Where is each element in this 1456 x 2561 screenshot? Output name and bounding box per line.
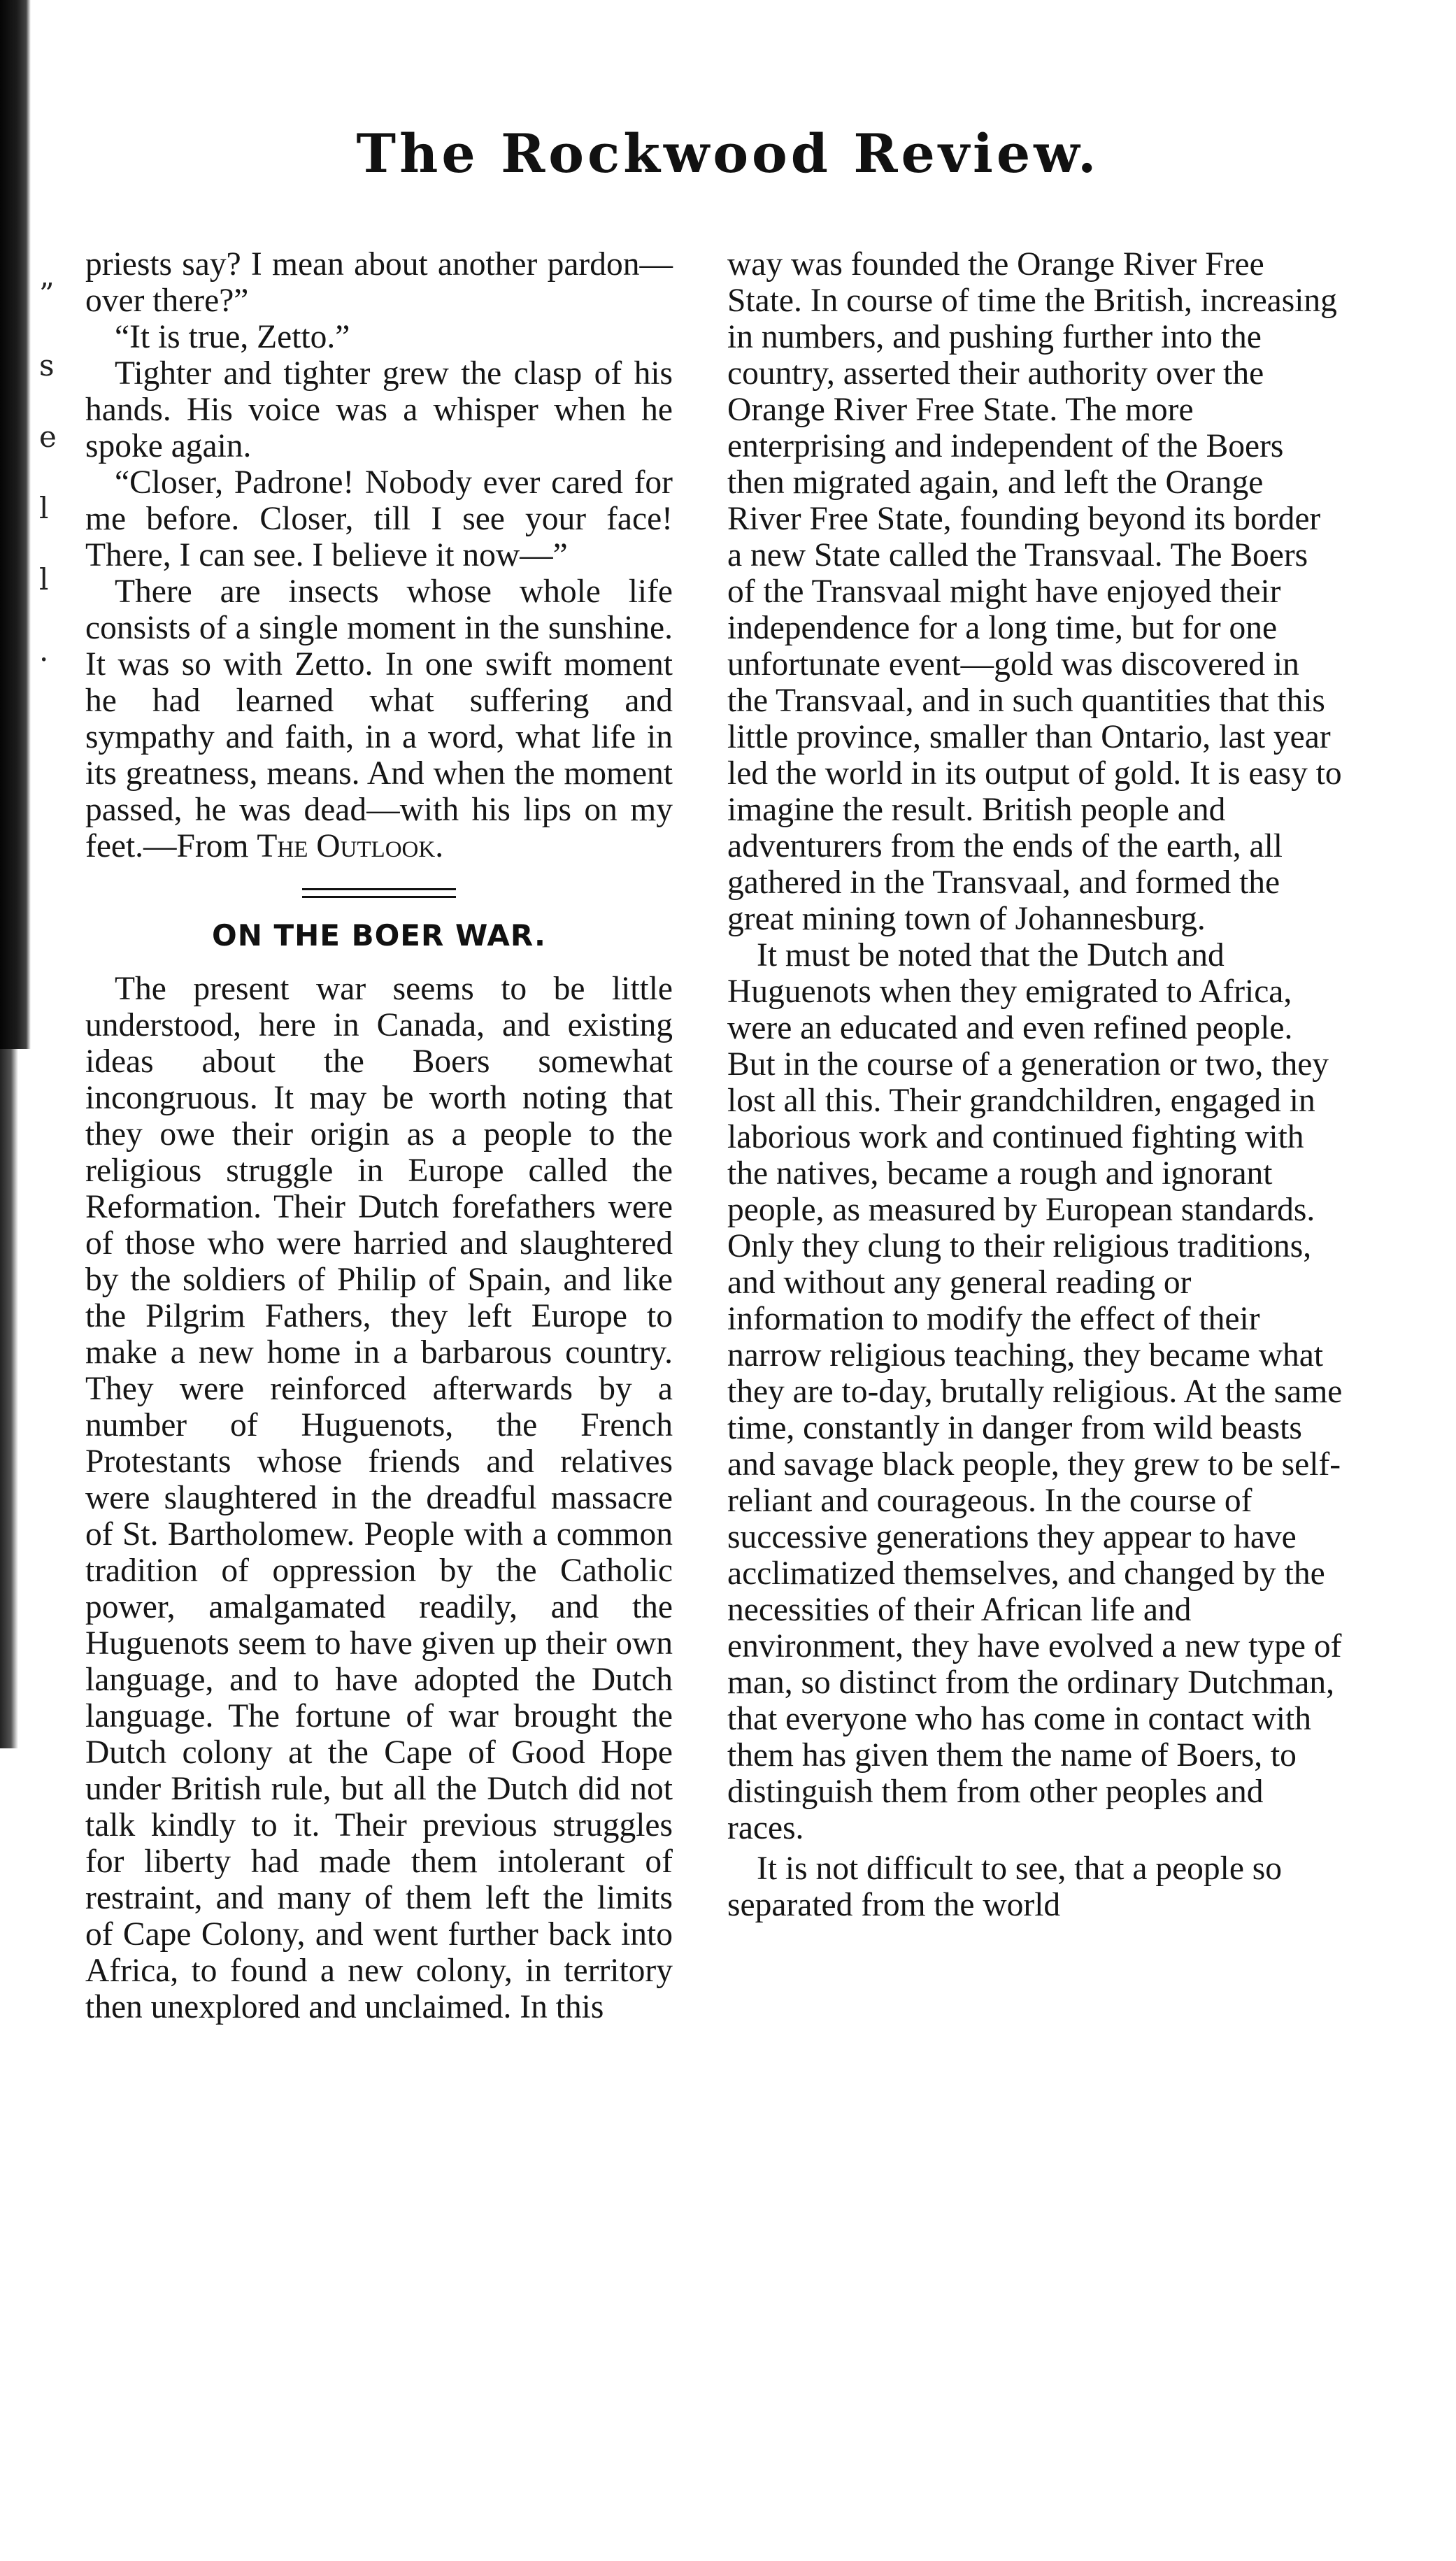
article-paragraph: It is not difficult to see, that a people so separated from the world [727, 1850, 1283, 1923]
article-paragraph: The present war seems to be little understood, here in Canada, and existing ideas about the Boers somewhat incongruous. It may be worth noting that they owe their origin as a people to the religious struggle in Europe called the Reformation. Their Dutch forefathers were of those who were harried and slaughtered by the soldiers of Philip of Spain, and like the Pilgrim Fathers, they left Europe to make a new home in a barbarous country. They were reinforced afterwards by a number of Huguenots, the French Protestants whose friends and relatives were slaughtered in the dreadful massacre of St. Bartholomew. People with a common tradition of oppression by the Catholic power, amalgamated readily, and the Huguenots seem to have given up their own language, and to have adopted the Dutch language. The fortune of war brought the Dutch colony at the Cape of Good Hope under British rule, but all the Dutch did not talk kindly to it. Their previous struggles for liberty had made them intolerant of restraint, and many of them left the limits of Cape Colony, and went further back into Africa, to found a new colony, in territory then unexplored and unclaimed. In this [85, 971, 673, 2025]
margin-mark: s [39, 348, 55, 383]
story-paragraph: “Closer, Padrone! Nobody ever cared for me before. Closer, till I see your face! There, I can see. I believe it now—” [85, 464, 673, 573]
article-paragraph: It must be noted that the Dutch and Huguenots when they emigrated to Africa, were an educated and even refined people. But in the course of a generation or two, they lost all this. Their grandchildren, engaged in laborious work and continued fighting with the natives, became a rough and ignorant people, as measured by European standards. Only they clung to their religious traditions, and without any general reading or information to modify the effect of their narrow religious teaching, they became what they are to-day, brutally religious. At the same time, constantly in danger from wild beasts and savage black people, they grew to be self-reliant and courageous. In the course of successive generations they appear to have acclimatized themselves, and changed by the necessities of their African life and environment, they have evolved a new type of man, so distinct from the ordinary Dutchman, that everyone who has come in contact with them has given them the name of Boers, to distinguish them from other peoples and races. [727, 937, 1343, 1846]
left-column [85, 246, 673, 2025]
adjacent-column-fragments [39, 259, 81, 687]
section-heading: ON THE BOER WAR. [212, 918, 546, 953]
story-closing-text: There are insects whose whole life consists of a single moment in the sunshine. It was so with Zetto. In one swift moment he had learned what suffering and sympathy and faith, in a word, what life in its greatness, means. And when the moment passed, he was dead—with his lips on my feet.—From [85, 573, 673, 864]
story-source: The Outlook. [257, 828, 444, 864]
margin-mark: . [39, 634, 49, 668]
right-column [727, 246, 1343, 1923]
margin-mark: l [39, 562, 49, 597]
story-paragraph: priests say? I mean about another pardon—over there?” [85, 246, 673, 319]
publication-title: The Rockwood Review. [356, 122, 1100, 185]
story-closing-paragraph [85, 573, 673, 864]
margin-mark: e [39, 420, 57, 454]
margin-mark: l [39, 491, 49, 525]
article-paragraph: way was founded the Orange River Free State. In course of time the British, increasing in numbers, and pushing further into the country, asserted their authority over the Orange River Free State. The more enterprising and independent of the Boers then migrated again, and left the Orange River Free State, founding beyond its border a new State called the Transvaal. The Boers of the Transvaal might have enjoyed their independence for a long time, but for one unfortunate event—gold was discovered in the Transvaal, and in such quantities that this little province, smaller than Ontario, last year led the world in its output of gold. It is easy to imagine the result. British people and adventurers from the ends of the earth, all gathered in the Transvaal, and formed the great mining town of Johannesburg. [727, 246, 1342, 937]
margin-mark: ” [39, 277, 55, 311]
story-paragraph: “It is true, Zetto.” [115, 319, 350, 355]
story-paragraph: Tighter and tighter grew the clasp of his hands. His voice was a whisper when he spoke again. [85, 355, 673, 464]
scan-edge-shadow-lower [0, 1049, 18, 1748]
section-divider [302, 888, 456, 898]
